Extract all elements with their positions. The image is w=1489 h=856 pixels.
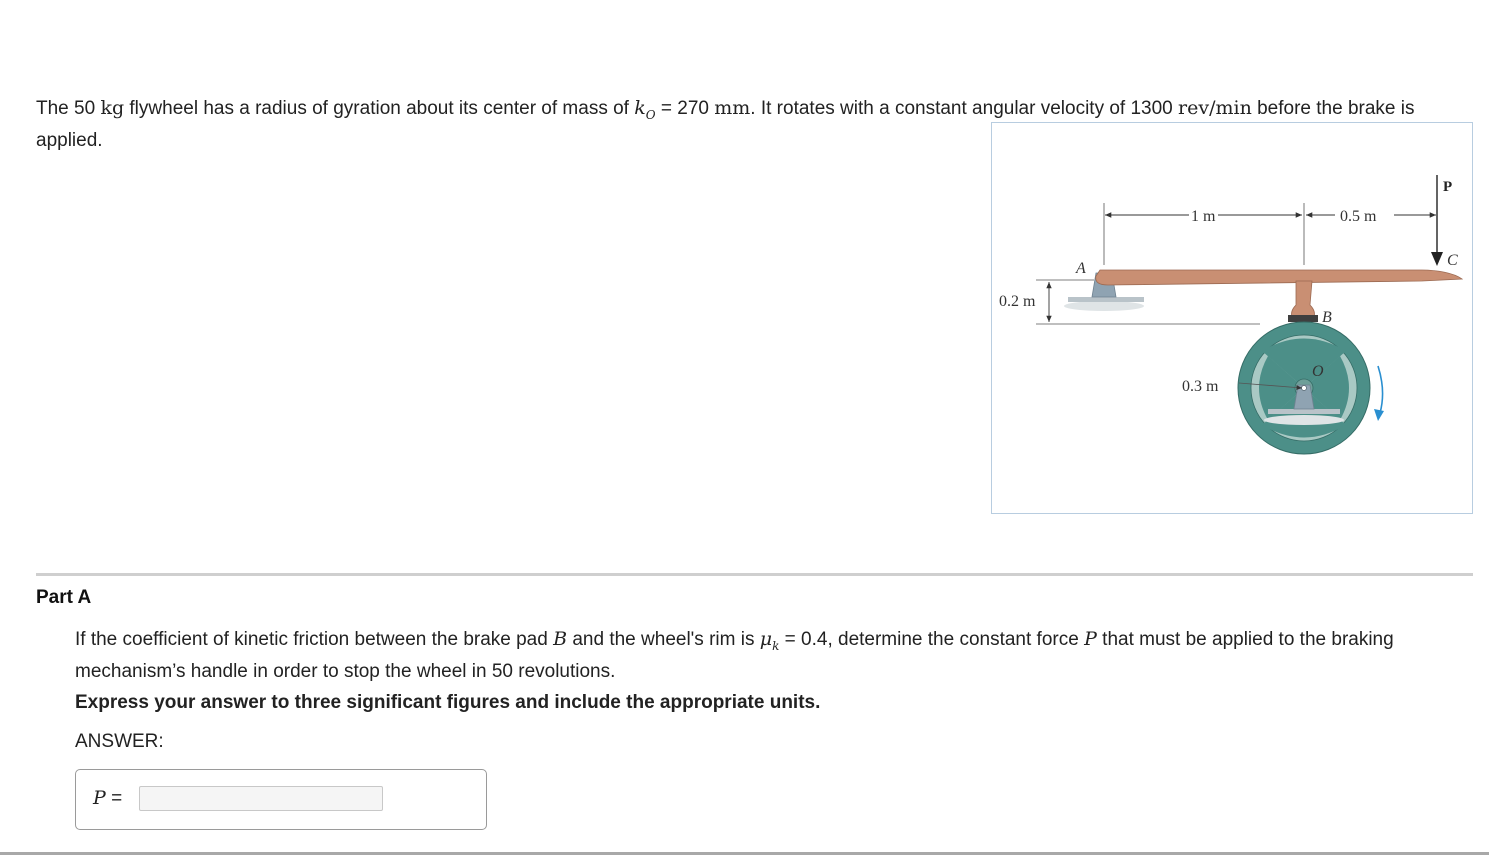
- force-p-arrow: [1431, 175, 1458, 269]
- radius-unit: mm: [714, 97, 751, 119]
- dim-03m-label: 0.3 m: [1182, 378, 1219, 395]
- label-c: C: [1447, 252, 1458, 269]
- pivot-a-support: [1064, 260, 1144, 311]
- rotation-arrow: [1374, 366, 1384, 421]
- k-subscript: O: [645, 107, 656, 122]
- answer-label: ANSWER:: [75, 731, 164, 752]
- question-text-1: If the coefficient of kinetic friction between the brake pad: [75, 629, 554, 650]
- intro-text-4: . It rotates with a constant angular velocity of 1300: [750, 98, 1179, 119]
- question-text-4: that must be applied to the braking mechanism’s handle in order to stop the wheel in 50 revolutions.: [75, 629, 1394, 682]
- part-title: Part A: [36, 587, 92, 608]
- section-divider: [36, 573, 1473, 576]
- friction-coefficient-symbol: [759, 628, 780, 653]
- mu-symbol: μ: [759, 628, 773, 650]
- intro-text-1: The 50: [36, 98, 101, 119]
- dim-02m-label: 0.2 m: [999, 293, 1036, 310]
- answer-variable-symbol: P: [93, 787, 106, 809]
- angular-velocity-unit: rev/min: [1178, 97, 1252, 119]
- brake-lever: [1096, 270, 1462, 326]
- flywheel-brake-figure: [991, 122, 1473, 514]
- intro-text-3: = 270: [655, 98, 715, 119]
- radius-of-gyration-symbol: [634, 97, 656, 122]
- answer-instruction: Express your answer to three significant figures and include the appropriate units.: [75, 692, 821, 713]
- answer-variable: [93, 787, 122, 810]
- part-question: [75, 627, 1460, 684]
- force-symbol: P: [1084, 628, 1097, 650]
- flywheel-brake-diagram: [992, 123, 1472, 513]
- dim-05m-label: 0.5 m: [1340, 208, 1377, 225]
- brake-pad-symbol: B: [553, 628, 568, 650]
- dimension-top: [1104, 203, 1437, 265]
- answer-equals: =: [105, 788, 123, 809]
- k-symbol: k: [634, 97, 646, 119]
- label-a: A: [1076, 260, 1086, 277]
- intro-text-5: before the brake is applied.: [36, 98, 1415, 151]
- label-p: P: [1443, 179, 1453, 195]
- question-text-2: and the wheel's rim is: [567, 629, 760, 650]
- intro-text-2: flywheel has a radius of gyration about its center of mass of: [124, 98, 635, 119]
- mu-subscript: k: [772, 638, 780, 653]
- mass-unit: kg: [100, 97, 125, 119]
- label-o: O: [1312, 363, 1324, 380]
- label-b: B: [1322, 309, 1332, 326]
- answer-box: [75, 769, 487, 830]
- answer-input[interactable]: [139, 786, 383, 811]
- question-text-3: = 0.4, determine the constant force: [779, 629, 1085, 650]
- dim-1m-label: 1 m: [1191, 208, 1216, 225]
- bottom-border: [0, 852, 1489, 855]
